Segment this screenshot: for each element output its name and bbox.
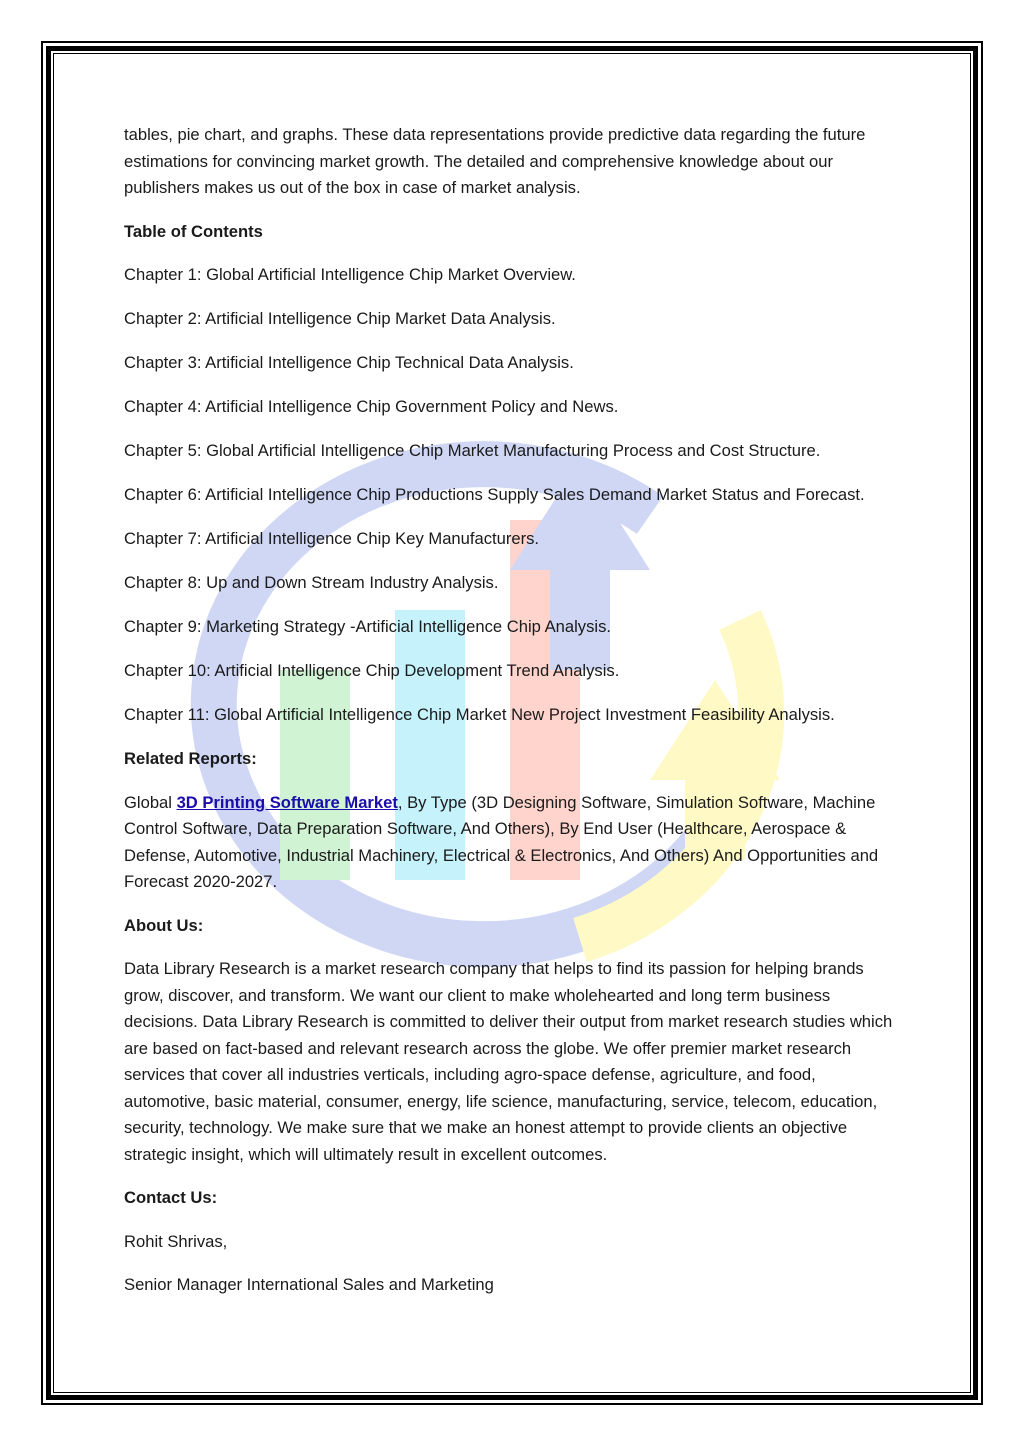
chapter-2: Chapter 2: Artificial Intelligence Chip Market Data Analysis. [124,309,556,328]
intro-paragraph: tables, pie chart, and graphs. These data representations provide predictive data regarding the future estimations for convincing market growth. The detailed and comprehensive knowledge about our publishers makes us out of the box in case of market analysis. [124,125,866,197]
document-body [124,122,904,1316]
chapter-8: Chapter 8: Up and Down Stream Industry Analysis. [124,573,499,592]
about-paragraph: Data Library Research is a market research company that helps to find its passion for helping brands grow, discover, and transform. We want our client to make wholehearted and long term business decisions. Data Library Research is committed to deliver their output from market research studies which are based on fact-based and relevant research across the globe. We offer premier market research services that cover all industries verticals, including agro-space defense, agriculture, and food, automotive, basic material, consumer, energy, life science, manufacturing, service, telecom, education, security, technology. We make sure that we make an honest attempt to provide clients an objective strategic insight, which will ultimately result in excellent outcomes. [124,959,893,1164]
related-prefix: Global [124,792,177,812]
related-report-link[interactable]: 3D Printing Software Market [176,792,398,812]
chapter-4: Chapter 4: Artificial Intelligence Chip Government Policy and News. [124,397,619,416]
chapter-9: Chapter 9: Marketing Strategy -Artificial Intelligence Chip Analysis. [124,617,611,636]
contact-name: Rohit Shrivas, [124,1231,228,1251]
chapter-1: Chapter 1: Global Artificial Intelligence Chip Market Overview. [124,265,576,284]
contact-title: Senior Manager International Sales and Marketing [124,1275,494,1294]
chapter-7: Chapter 7: Artificial Intelligence Chip Key Manufacturers. [124,529,540,548]
toc-heading: Table of Contents [124,221,263,241]
about-heading: About Us: [124,915,204,935]
chapter-5: Chapter 5: Global Artificial Intelligence Chip Market Manufacturing Process and Cost Structure. [124,441,821,460]
related-reports-heading: Related Reports: [124,749,257,768]
chapter-11: Chapter 11: Global Artificial Intelligence Chip Market New Project Investment Feasibility Analysis. [124,705,835,724]
contact-heading: Contact Us: [124,1188,218,1207]
chapter-6: Chapter 6: Artificial Intelligence Chip Productions Supply Sales Demand Market Status and Forecast. [124,485,865,504]
related-suffix: , By Type (3D Designing Software, Simulation Software, Machine Control Software, Data Preparation Software, And Others), By End User (Healthcare, Aerospace & Defense, Automotive, Industrial Machinery, Electrical & Electronics, And Others) And Opportunities and Forecast 2020-2027. [124,792,879,891]
related-report-paragraph [124,790,904,896]
chapter-3: Chapter 3: Artificial Intelligence Chip Technical Data Analysis. [124,353,574,372]
chapter-10: Chapter 10: Artificial Intelligence Chip Development Trend Analysis. [124,661,620,680]
